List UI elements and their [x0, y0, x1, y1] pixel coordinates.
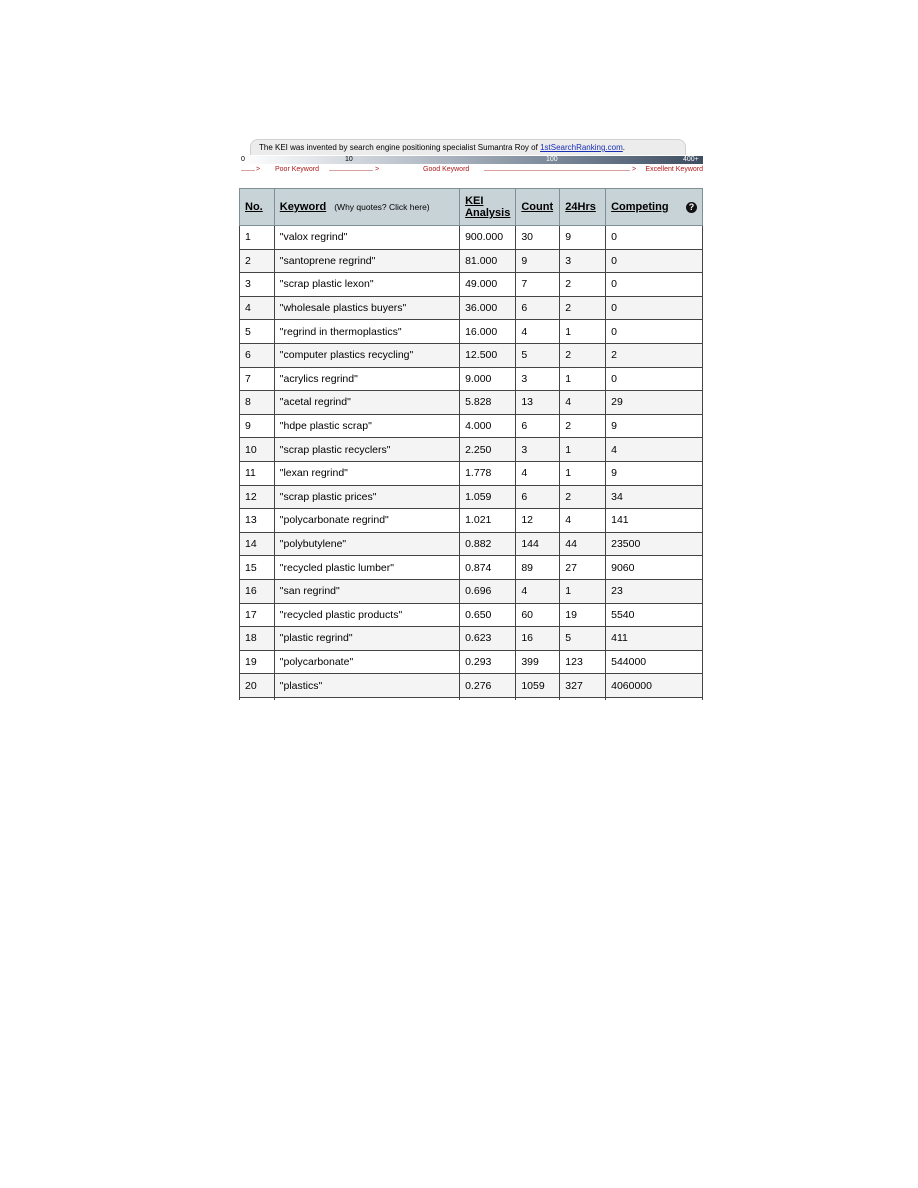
- rating-line: [241, 170, 255, 171]
- cell-no: 19: [240, 650, 275, 674]
- cell-kei: 0.623: [460, 627, 516, 651]
- cell-count: 7: [516, 273, 560, 297]
- kei-scale-gradient: [239, 156, 703, 164]
- cell-competing: 4060000: [606, 674, 703, 698]
- cell-kei: 36.000: [460, 296, 516, 320]
- sort-no-link[interactable]: No.: [245, 201, 263, 213]
- cell-partial: [274, 697, 459, 700]
- cell-competing: 34: [606, 485, 703, 509]
- rating-arrow: >: [632, 166, 637, 173]
- cell-competing: 411: [606, 627, 703, 651]
- cell-count: 1059: [516, 674, 560, 698]
- cell-hrs: 44: [560, 532, 606, 556]
- cell-no: 5: [240, 320, 275, 344]
- rating-poor: Poor Keyword: [275, 166, 319, 173]
- cell-hrs: 27: [560, 556, 606, 580]
- scale-label-0: 0: [241, 156, 245, 163]
- sort-count-link[interactable]: Count: [521, 201, 554, 213]
- cell-partial: [516, 697, 560, 700]
- table-row: [240, 296, 703, 320]
- cell-hrs: 9: [560, 226, 606, 250]
- table-row: [240, 391, 703, 415]
- cell-count: 4: [516, 320, 560, 344]
- cell-competing: 23500: [606, 532, 703, 556]
- cell-count: 3: [516, 438, 560, 462]
- cell-competing: 0: [606, 320, 703, 344]
- cell-no: 3: [240, 273, 275, 297]
- cell-keyword: "scrap plastic recyclers": [274, 438, 459, 462]
- cell-no: 18: [240, 627, 275, 651]
- cell-keyword: "scrap plastic prices": [274, 485, 459, 509]
- cell-no: 11: [240, 461, 275, 485]
- cell-partial: [606, 697, 703, 700]
- cell-hrs: 19: [560, 603, 606, 627]
- cell-count: 9: [516, 249, 560, 273]
- table-row: [240, 579, 703, 603]
- cell-count: 5: [516, 343, 560, 367]
- cell-competing: 0: [606, 226, 703, 250]
- cell-competing: 4: [606, 438, 703, 462]
- cell-hrs: 1: [560, 367, 606, 391]
- cell-kei: 0.650: [460, 603, 516, 627]
- cell-count: 12: [516, 509, 560, 533]
- table-row: [240, 532, 703, 556]
- cell-hrs: 1: [560, 579, 606, 603]
- keyword-rating-row: [239, 165, 703, 175]
- table-row: [240, 556, 703, 580]
- cell-competing: 2: [606, 343, 703, 367]
- cell-hrs: 2: [560, 273, 606, 297]
- table-row: [240, 273, 703, 297]
- cell-hrs: 327: [560, 674, 606, 698]
- cell-keyword: "polycarbonate regrind": [274, 509, 459, 533]
- why-quotes-link[interactable]: (Why quotes? Click here): [334, 202, 430, 212]
- cell-competing: 29: [606, 391, 703, 415]
- header-24hrs[interactable]: [560, 189, 606, 226]
- cell-hrs: 2: [560, 343, 606, 367]
- cell-kei: 81.000: [460, 249, 516, 273]
- sort-24hrs-link[interactable]: 24Hrs: [565, 201, 596, 213]
- cell-keyword: "recycled plastic products": [274, 603, 459, 627]
- cell-no: 14: [240, 532, 275, 556]
- cell-kei: 0.276: [460, 674, 516, 698]
- cell-keyword: "polybutylene": [274, 532, 459, 556]
- sort-kei-line2[interactable]: Analysis: [465, 207, 511, 219]
- table-row: [240, 461, 703, 485]
- header-count[interactable]: [516, 189, 560, 226]
- cell-no: 9: [240, 414, 275, 438]
- cell-hrs: 2: [560, 485, 606, 509]
- table-row-partial: [240, 697, 703, 700]
- cell-count: 89: [516, 556, 560, 580]
- rating-excellent: Excellent Keyword: [645, 166, 703, 173]
- cell-keyword: "computer plastics recycling": [274, 343, 459, 367]
- header-competing[interactable]: [606, 189, 703, 226]
- cell-no: 4: [240, 296, 275, 320]
- sort-kei-line1[interactable]: KEI: [465, 195, 484, 207]
- kei-info-link[interactable]: 1stSearchRanking.com: [540, 143, 623, 152]
- cell-hrs: 5: [560, 627, 606, 651]
- table-row: [240, 650, 703, 674]
- cell-hrs: 2: [560, 296, 606, 320]
- cell-hrs: 123: [560, 650, 606, 674]
- cell-no: 17: [240, 603, 275, 627]
- table-row: [240, 414, 703, 438]
- cell-competing: 5540: [606, 603, 703, 627]
- cell-competing: 0: [606, 367, 703, 391]
- cell-kei: 4.000: [460, 414, 516, 438]
- kei-info-text: The KEI was invented by search engine positioning specialist Sumantra Roy of: [259, 143, 538, 152]
- table-row: [240, 485, 703, 509]
- table-body: [240, 226, 703, 700]
- cell-kei: 1.778: [460, 461, 516, 485]
- cell-competing: 9: [606, 414, 703, 438]
- cell-hrs: 1: [560, 438, 606, 462]
- cell-hrs: 1: [560, 320, 606, 344]
- rating-arrow: >: [256, 166, 261, 173]
- cell-no: 12: [240, 485, 275, 509]
- cell-kei: 9.000: [460, 367, 516, 391]
- cell-count: 3: [516, 367, 560, 391]
- cell-count: 4: [516, 579, 560, 603]
- cell-hrs: 4: [560, 391, 606, 415]
- cell-partial: [460, 697, 516, 700]
- cell-competing: 23: [606, 579, 703, 603]
- cell-partial: [240, 697, 275, 700]
- cell-hrs: 2: [560, 414, 606, 438]
- table-row: [240, 627, 703, 651]
- table-row: [240, 226, 703, 250]
- cell-no: 6: [240, 343, 275, 367]
- cell-kei: 16.000: [460, 320, 516, 344]
- question-circle-icon[interactable]: ?: [686, 202, 697, 213]
- cell-no: 13: [240, 509, 275, 533]
- cell-kei: 0.293: [460, 650, 516, 674]
- table-row: [240, 603, 703, 627]
- cell-kei: 12.500: [460, 343, 516, 367]
- cell-keyword: "recycled plastic lumber": [274, 556, 459, 580]
- table-row: [240, 367, 703, 391]
- kei-results-table: [239, 188, 703, 700]
- cell-kei: 1.021: [460, 509, 516, 533]
- scale-label-400: 400+: [683, 156, 699, 163]
- table-row: [240, 509, 703, 533]
- cell-partial: [560, 697, 606, 700]
- cell-no: 2: [240, 249, 275, 273]
- table-row: [240, 249, 703, 273]
- cell-count: 6: [516, 414, 560, 438]
- cell-competing: 9060: [606, 556, 703, 580]
- kei-info-suffix: .: [622, 143, 626, 152]
- cell-count: 144: [516, 532, 560, 556]
- cell-count: 60: [516, 603, 560, 627]
- cell-count: 399: [516, 650, 560, 674]
- header-keyword[interactable]: [274, 189, 459, 226]
- cell-keyword: "lexan regrind": [274, 461, 459, 485]
- cell-hrs: 4: [560, 509, 606, 533]
- cell-hrs: 3: [560, 249, 606, 273]
- cell-keyword: "scrap plastic lexon": [274, 273, 459, 297]
- table-row: [240, 674, 703, 698]
- header-kei[interactable]: [460, 189, 516, 226]
- header-no[interactable]: [240, 189, 275, 226]
- cell-keyword: "santoprene regrind": [274, 249, 459, 273]
- cell-count: 30: [516, 226, 560, 250]
- cell-competing: 0: [606, 296, 703, 320]
- cell-count: 4: [516, 461, 560, 485]
- cell-count: 6: [516, 296, 560, 320]
- rating-good: Good Keyword: [423, 166, 470, 173]
- kei-info-bar: [250, 139, 686, 155]
- cell-kei: 49.000: [460, 273, 516, 297]
- table-row: [240, 438, 703, 462]
- cell-kei: 1.059: [460, 485, 516, 509]
- cell-keyword: "regrind in thermoplastics": [274, 320, 459, 344]
- cell-count: 13: [516, 391, 560, 415]
- cell-kei: 0.696: [460, 579, 516, 603]
- cell-no: 10: [240, 438, 275, 462]
- cell-keyword: "plastic regrind": [274, 627, 459, 651]
- cell-hrs: 1: [560, 461, 606, 485]
- sort-keyword-link[interactable]: Keyword: [279, 201, 327, 213]
- cell-no: 1: [240, 226, 275, 250]
- cell-kei: 5.828: [460, 391, 516, 415]
- table-header-row: [240, 189, 703, 226]
- cell-keyword: "valox regrind": [274, 226, 459, 250]
- cell-kei: 900.000: [460, 226, 516, 250]
- cell-kei: 2.250: [460, 438, 516, 462]
- cell-keyword: "wholesale plastics buyers": [274, 296, 459, 320]
- cell-kei: 0.874: [460, 556, 516, 580]
- cell-no: 16: [240, 579, 275, 603]
- cell-keyword: "acetal regrind": [274, 391, 459, 415]
- scale-label-100: 100: [546, 156, 558, 163]
- cell-competing: 544000: [606, 650, 703, 674]
- cell-competing: 141: [606, 509, 703, 533]
- cell-count: 6: [516, 485, 560, 509]
- sort-competing-link[interactable]: Competing: [611, 201, 669, 213]
- cell-no: 8: [240, 391, 275, 415]
- table-row: [240, 343, 703, 367]
- table-row: [240, 320, 703, 344]
- cell-keyword: "plastics": [274, 674, 459, 698]
- cell-competing: 0: [606, 273, 703, 297]
- cell-competing: 0: [606, 249, 703, 273]
- rating-line: [484, 170, 630, 171]
- cell-keyword: "san regrind": [274, 579, 459, 603]
- cell-keyword: "acrylics regrind": [274, 367, 459, 391]
- cell-no: 20: [240, 674, 275, 698]
- cell-no: 7: [240, 367, 275, 391]
- cell-keyword: "hdpe plastic scrap": [274, 414, 459, 438]
- cell-no: 15: [240, 556, 275, 580]
- cell-keyword: "polycarbonate": [274, 650, 459, 674]
- cell-competing: 9: [606, 461, 703, 485]
- rating-line: [329, 170, 373, 171]
- cell-count: 16: [516, 627, 560, 651]
- scale-label-10: 10: [345, 156, 353, 163]
- rating-arrow: >: [375, 166, 380, 173]
- cell-kei: 0.882: [460, 532, 516, 556]
